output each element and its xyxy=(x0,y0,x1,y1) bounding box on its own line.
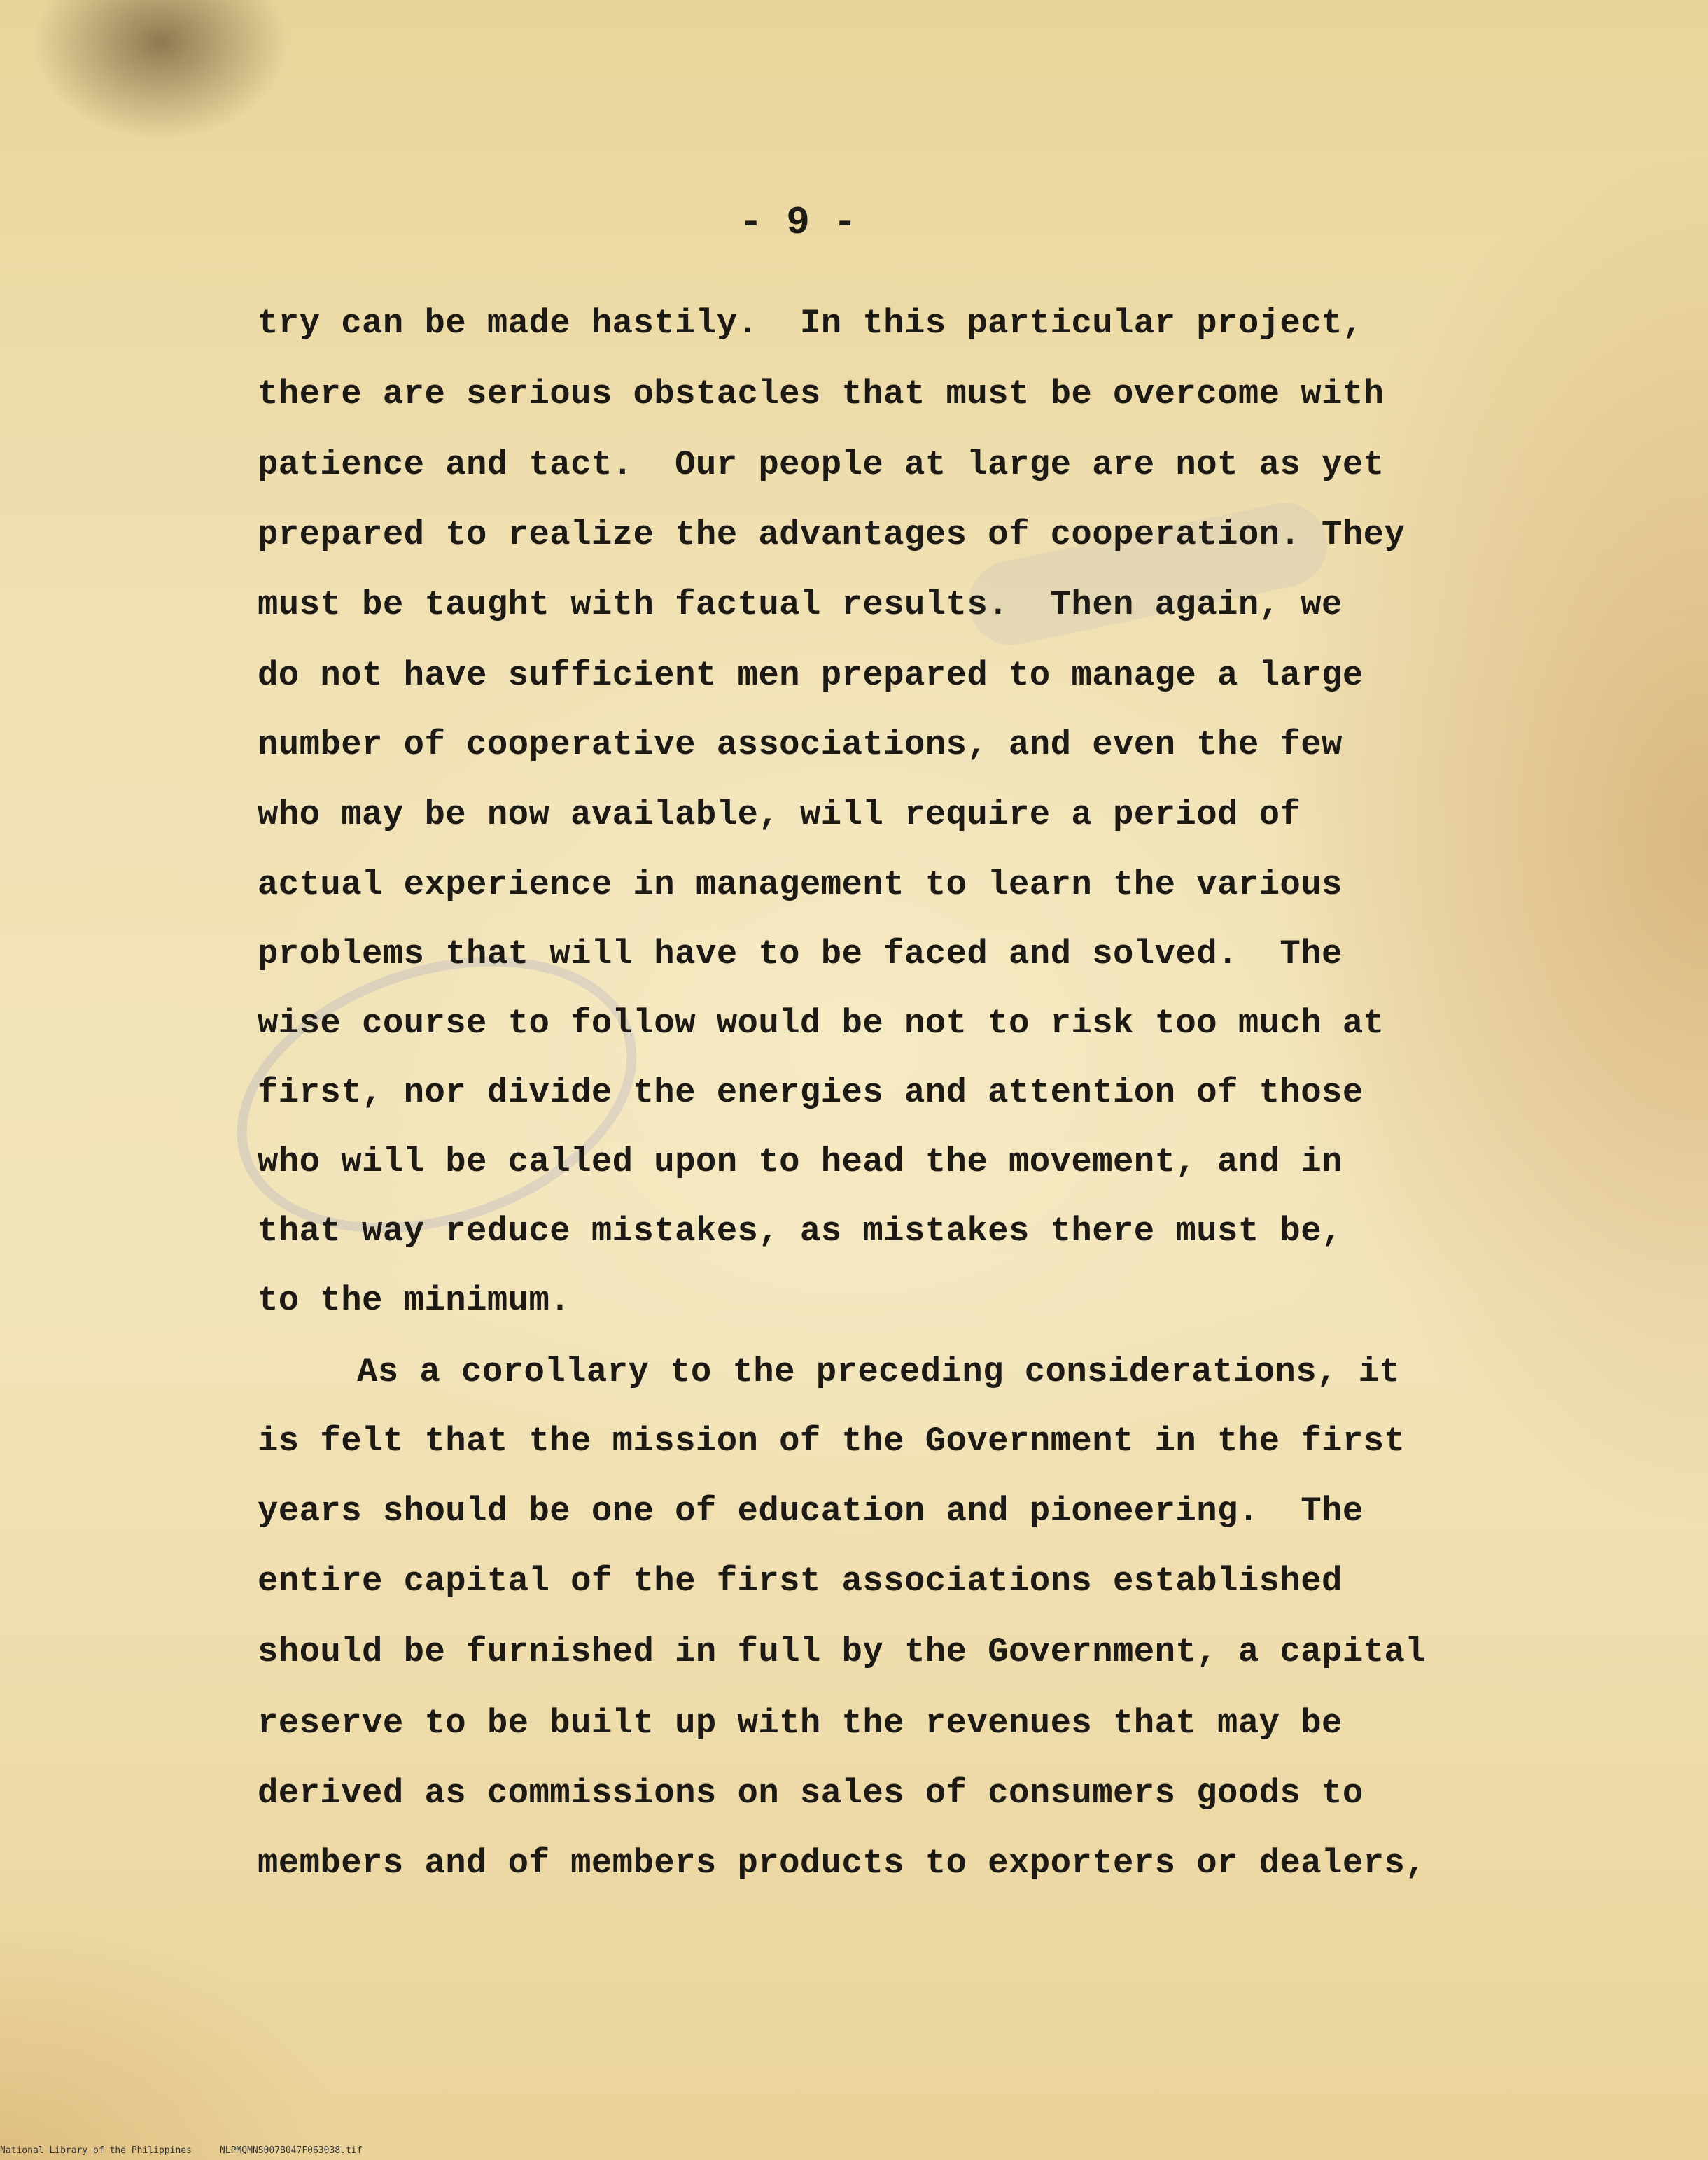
text-line: that way reduce mistakes, as mistakes there must be, xyxy=(258,1212,1343,1251)
text-line: do not have sufficient men prepared to manage a large xyxy=(258,656,1364,695)
text-line: who may be now available, will require a period of xyxy=(258,795,1301,834)
text-line: should be furnished in full by the Government, a capital xyxy=(258,1632,1427,1671)
text-line: actual experience in management to learn the various xyxy=(258,865,1343,904)
footer-library: National Library of the Philippines xyxy=(0,2145,192,2156)
text-line: entire capital of the first associations established xyxy=(258,1562,1343,1601)
text-line: is felt that the mission of the Government in the first xyxy=(258,1422,1406,1461)
text-line: reserve to be built up with the revenues that may be xyxy=(258,1704,1343,1743)
text-line: number of cooperative associations, and even the few xyxy=(258,725,1343,764)
text-line: wise course to follow would be not to risk too much at xyxy=(258,1004,1385,1043)
text-line: years should be one of education and pioneering. The xyxy=(258,1492,1364,1531)
text-line: derived as commissions on sales of consumers goods to xyxy=(258,1774,1364,1813)
text-line: try can be made hastily. In this particular project, xyxy=(258,304,1364,343)
text-line: there are serious obstacles that must be overcome with xyxy=(258,374,1385,414)
text-line: patience and tact. Our people at large are not as yet xyxy=(258,445,1385,484)
text-line: prepared to realize the advantages of cooperation. They xyxy=(258,515,1406,554)
text-line: members and of members products to exporters or dealers, xyxy=(258,1844,1427,1883)
text-line: problems that will have to be faced and solved. The xyxy=(258,934,1343,974)
scan-footer xyxy=(0,2145,390,2156)
text-line: to the minimum. xyxy=(258,1281,571,1320)
text-line: As a corollary to the preceding considerations, it xyxy=(357,1352,1401,1391)
text-line: first, nor divide the energies and attention of those xyxy=(258,1073,1364,1112)
page-number: - 9 - xyxy=(738,200,858,245)
footer-file-id: NLPMQMNS007B047F063038.tif xyxy=(219,2145,363,2156)
text-line: who will be called upon to head the movement, and in xyxy=(258,1142,1343,1181)
text-line: must be taught with factual results. Then again, we xyxy=(258,585,1343,624)
